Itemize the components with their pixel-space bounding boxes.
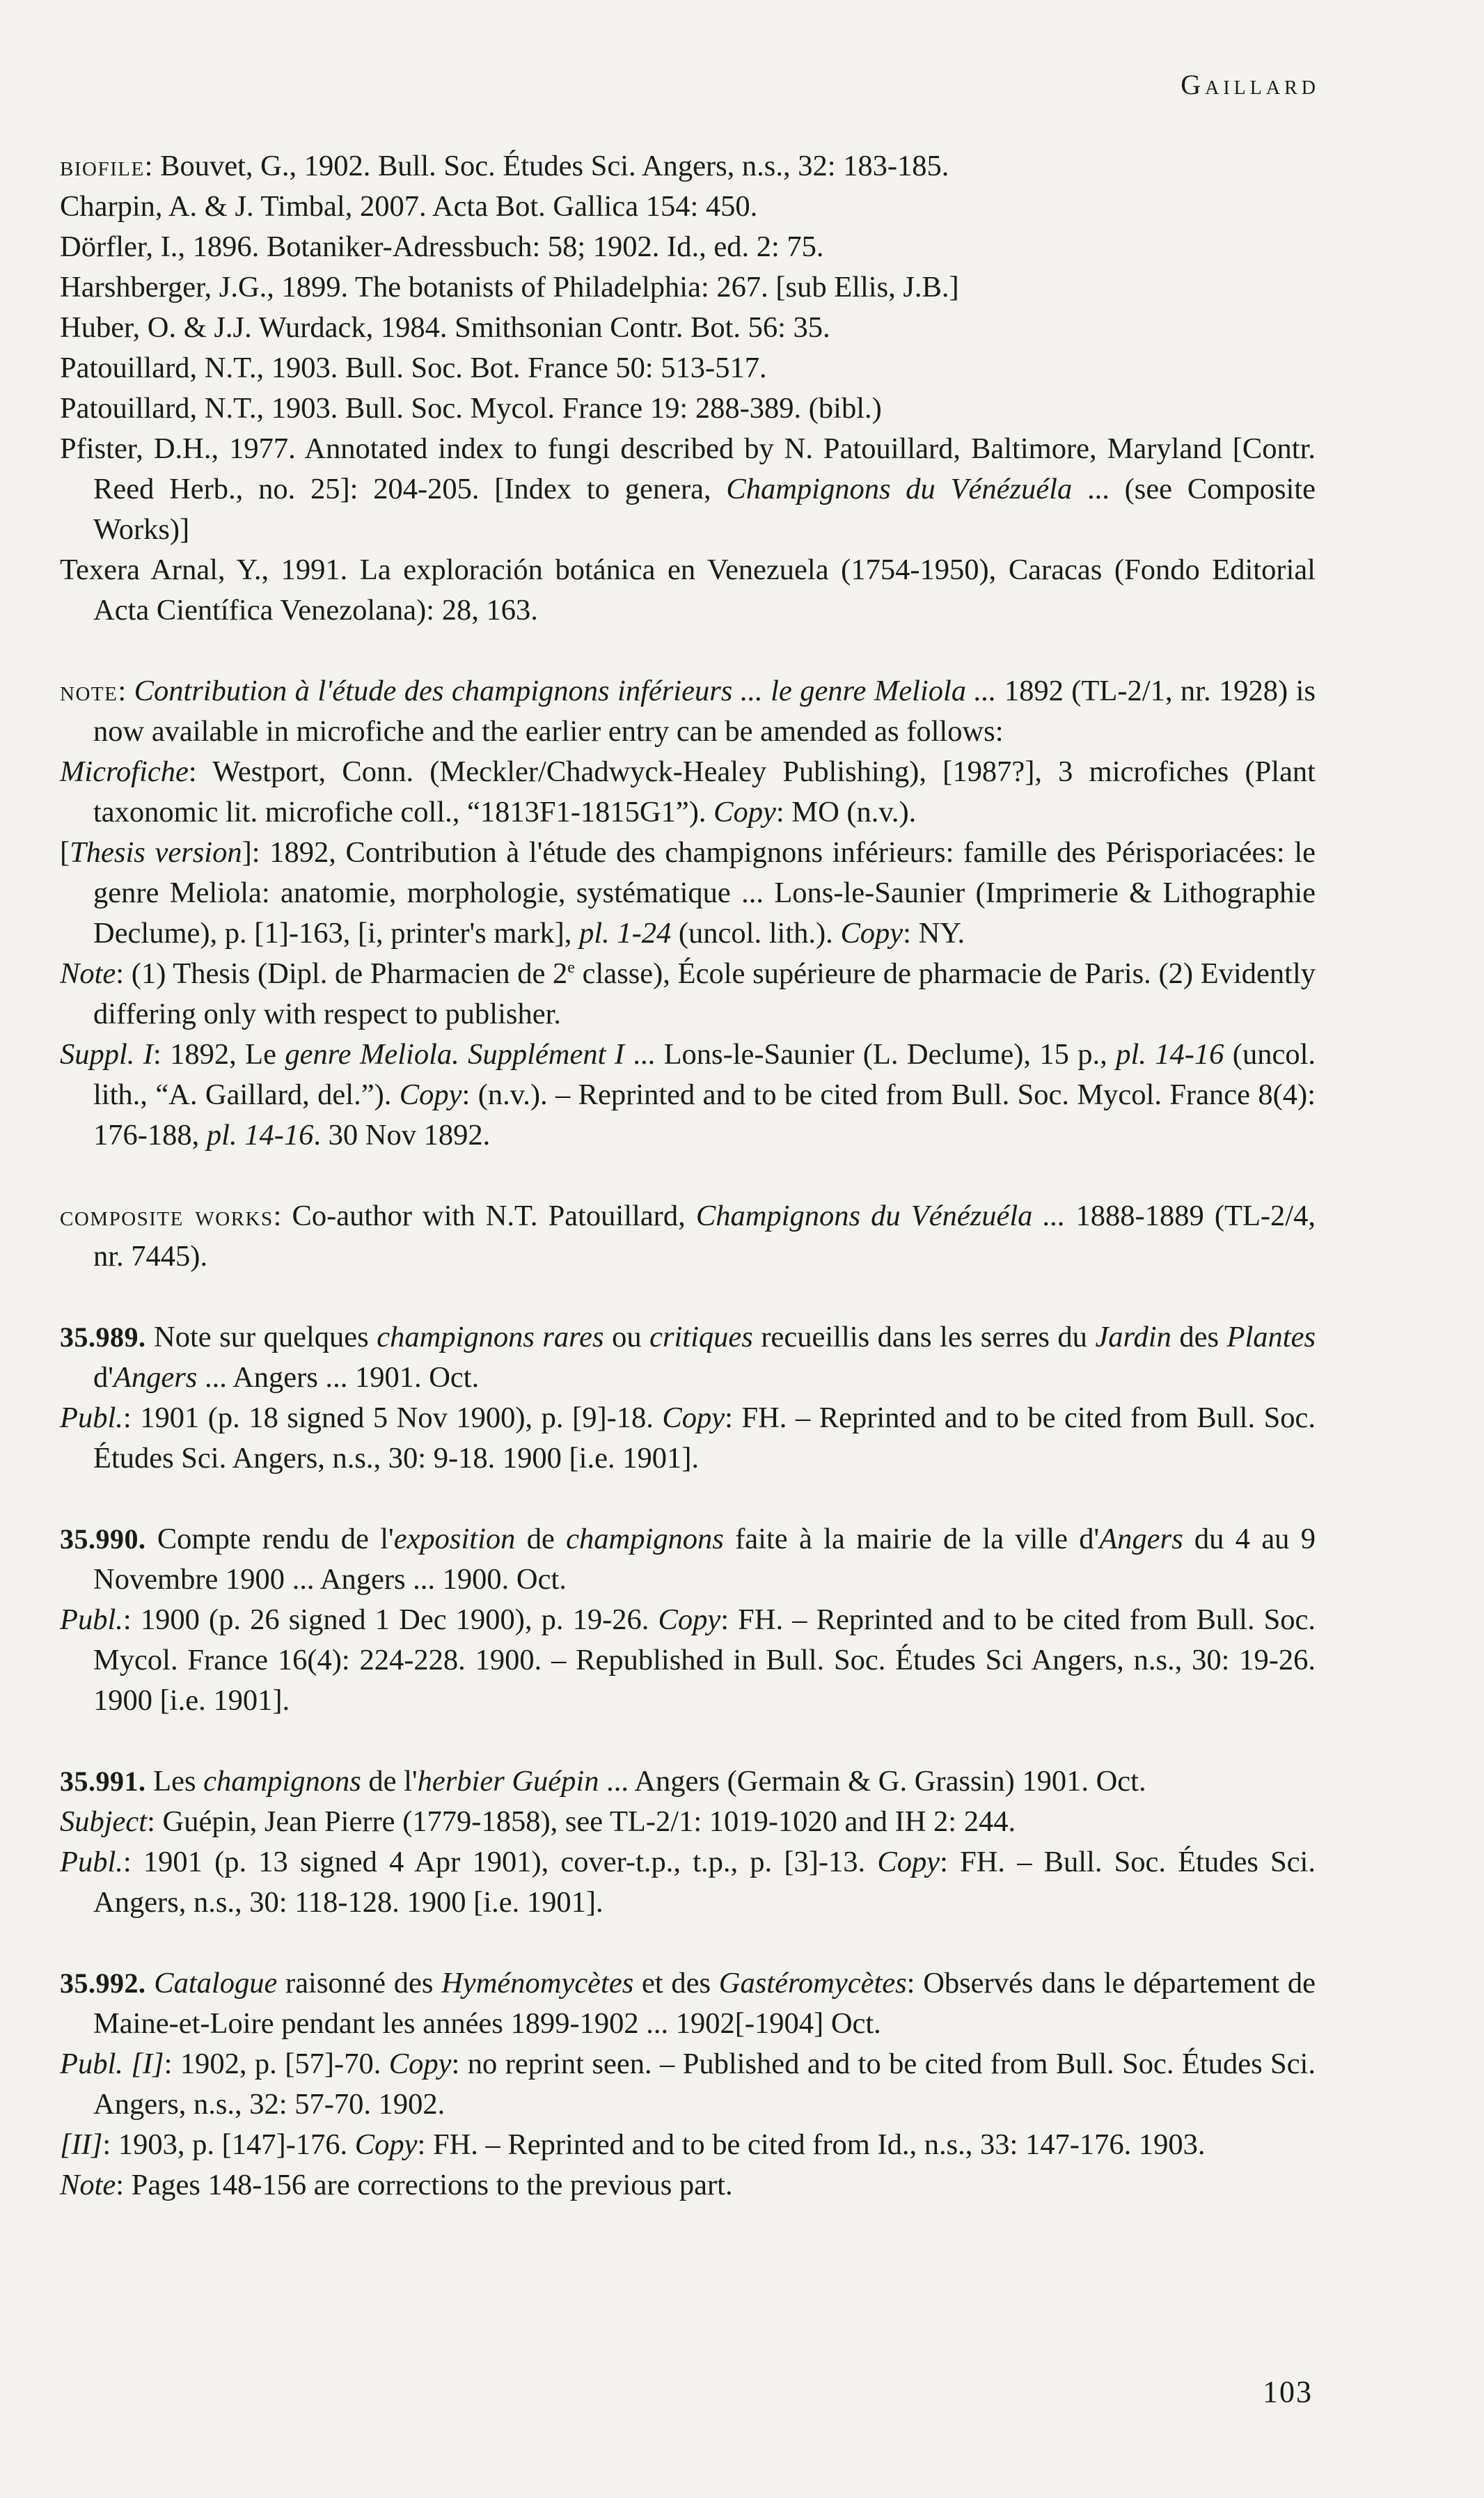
composite-works-label: composite works	[60, 1200, 274, 1232]
biofile-entry-pfister: Pfister, D.H., 1977. Annotated index to fungi described by N. Patouillard, Baltimore, Maryland [Contr. Reed Herb., no. 25]: 204-205. [Index to genera, Champignons du Vénézuéla ... (see Composite Works)]	[60, 432, 1316, 546]
entry-35-991: 35.991. Les champignons de l'herbier Guépin ... Angers (Germain & G. Grassin) 1901. Oct.	[60, 1765, 1146, 1798]
note-title: Contribution à l'étude des champignons inférieurs ... le genre Meliola ...	[134, 675, 997, 707]
entry-35-991-publ: Publ.: 1901 (p. 13 signed 4 Apr 1901), cover-t.p., t.p., p. [3]-13. Copy: FH. – Bull. Soc. Études Sci. Angers, n.s., 30: 118-128. 1900 [i.e. 1901].	[60, 1846, 1316, 1919]
biofile-entry: Charpin, A. & J. Timbal, 2007. Acta Bot. Gallica 154: 450.	[60, 190, 758, 223]
supplement-entry: Suppl. I: 1892, Le genre Meliola. Supplément I ... Lons-le-Saunier (L. Declume), 15 p., pl. 14-16 (uncol. lith., “A. Gaillard, del.”). Copy: (n.v.). – Reprinted and to be cited from Bull. Soc. Mycol. France 8(4): 176-188, pl. 14-16. 30 Nov 1892.	[60, 1038, 1316, 1152]
entry-number: 35.992.	[60, 1967, 146, 1999]
entry-number: 35.991.	[60, 1766, 146, 1797]
biofile-entry: biofile: Bouvet, G., 1902. Bull. Soc. Études Sci. Angers, n.s., 32: 183-185.	[60, 150, 949, 182]
note-paragraph: note: Contribution à l'étude des champignons inférieurs ... le genre Meliola ... 1892 (TL-2/1, nr. 1928) is now available in microfiche and the earlier entry can be amended as follows:	[60, 675, 1316, 748]
composite-works-paragraph: composite works: Co-author with N.T. Patouillard, Champignons du Vénézuéla ... 1888-1889 (TL-2/4, nr. 7445).	[60, 1200, 1316, 1273]
entry-35-992-publ-1: Publ. [I]: 1902, p. [57]-70. Copy: no reprint seen. – Published and to be cited from Bull. Soc. Études Sci. Angers, n.s., 32: 57-70. 1902.	[60, 2048, 1316, 2121]
biofile-entry: Huber, O. & J.J. Wurdack, 1984. Smithsonian Contr. Bot. 56: 35.	[60, 311, 830, 344]
entry-35-992-note: Note: Pages 148-156 are corrections to the previous part.	[60, 2169, 733, 2201]
entry-number: 35.989.	[60, 1321, 146, 1353]
entry-35-990: 35.990. Compte rendu de l'exposition de champignons faite à la mairie de la ville d'Angers du 4 au 9 Novembre 1900 ... Angers ... 1900. Oct.	[60, 1523, 1316, 1596]
entry-35-992: 35.992. Catalogue raisonné des Hyménomycètes et des Gastéromycètes: Observés dans le département de Maine-et-Loire pendant les années 1899-1902 ... 1902[-1904] Oct.	[60, 1967, 1316, 2040]
entry-35-992-publ-2: [II]: 1903, p. [147]-176. Copy: FH. – Reprinted and to be cited from Id., n.s., 33: 147-176. 1903.	[60, 2128, 1206, 2161]
entry-35-989: 35.989. Note sur quelques champignons rares ou critiques recueillis dans les serres du Jardin des Plantes d'Angers ... Angers ... 1901. Oct.	[60, 1321, 1316, 1394]
biofile-label: biofile	[60, 150, 145, 182]
thesis-note-entry: Note: (1) Thesis (Dipl. de Pharmacien de 2e classe), École supérieure de pharmacie de Paris. (2) Evidently differing only with respect to publisher.	[60, 957, 1316, 1030]
thesis-entry: [Thesis version]: 1892, Contribution à l'étude des champignons inférieurs: famille des Périsporiacées: le genre Meliola: anatomie, morphologie, systématique ... Lons-le-Saunier (Imprimerie & Lithographie Declume), p. [1]-163, [i, printer's mark], pl. 1-24 (uncol. lith.). Copy: NY.	[60, 836, 1316, 950]
microfiche-entry: Microfiche: Westport, Conn. (Meckler/Chadwyck-Healey Publishing), [1987?], 3 microfiches (Plant taxonomic lit. microfiche coll., “1813F1-1815G1”). Copy: MO (n.v.).	[60, 755, 1316, 828]
biofile-entry: Patouillard, N.T., 1903. Bull. Soc. Bot. France 50: 513-517.	[60, 352, 767, 384]
entry-number: 35.990.	[60, 1523, 146, 1555]
note-label: note	[60, 675, 118, 707]
biofile-bouvet: Bouvet, G., 1902. Bull. Soc. Études Sci. Angers, n.s., 32: 183-185.	[160, 150, 949, 182]
biofile-entry: Dörfler, I., 1896. Botaniker-Adressbuch: 58; 1902. Id., ed. 2: 75.	[60, 230, 824, 263]
page-body	[60, 146, 1316, 2206]
page-number: 103	[1263, 2375, 1313, 2409]
entry-35-990-publ: Publ.: 1900 (p. 26 signed 1 Dec 1900), p. 19-26. Copy: FH. – Reprinted and to be cited from Bull. Soc. Mycol. France 16(4): 224-228. 1900. – Republished in Bull. Soc. Études Sci Angers, n.s., 30: 19-26. 1900 [i.e. 1901].	[60, 1603, 1316, 1717]
running-head: Gaillard	[1181, 69, 1320, 100]
biofile-entry: Harshberger, J.G., 1899. The botanists of Philadelphia: 267. [sub Ellis, J.B.]	[60, 271, 959, 304]
biofile-entry: Patouillard, N.T., 1903. Bull. Soc. Mycol. France 19: 288-389. (bibl.)	[60, 392, 882, 425]
entry-35-991-subject: Subject: Guépin, Jean Pierre (1779-1858), see TL-2/1: 1019-1020 and IH 2: 244.	[60, 1805, 1016, 1838]
biofile-entry-texera: Texera Arnal, Y., 1991. La exploración botánica en Venezuela (1754-1950), Caracas (Fondo Editorial Acta Científica Venezolana): 28, 163.	[60, 553, 1316, 627]
entry-35-989-publ: Publ.: 1901 (p. 18 signed 5 Nov 1900), p. [9]-18. Copy: FH. – Reprinted and to be cited from Bull. Soc. Études Sci. Angers, n.s., 30: 9-18. 1900 [i.e. 1901].	[60, 1401, 1316, 1475]
